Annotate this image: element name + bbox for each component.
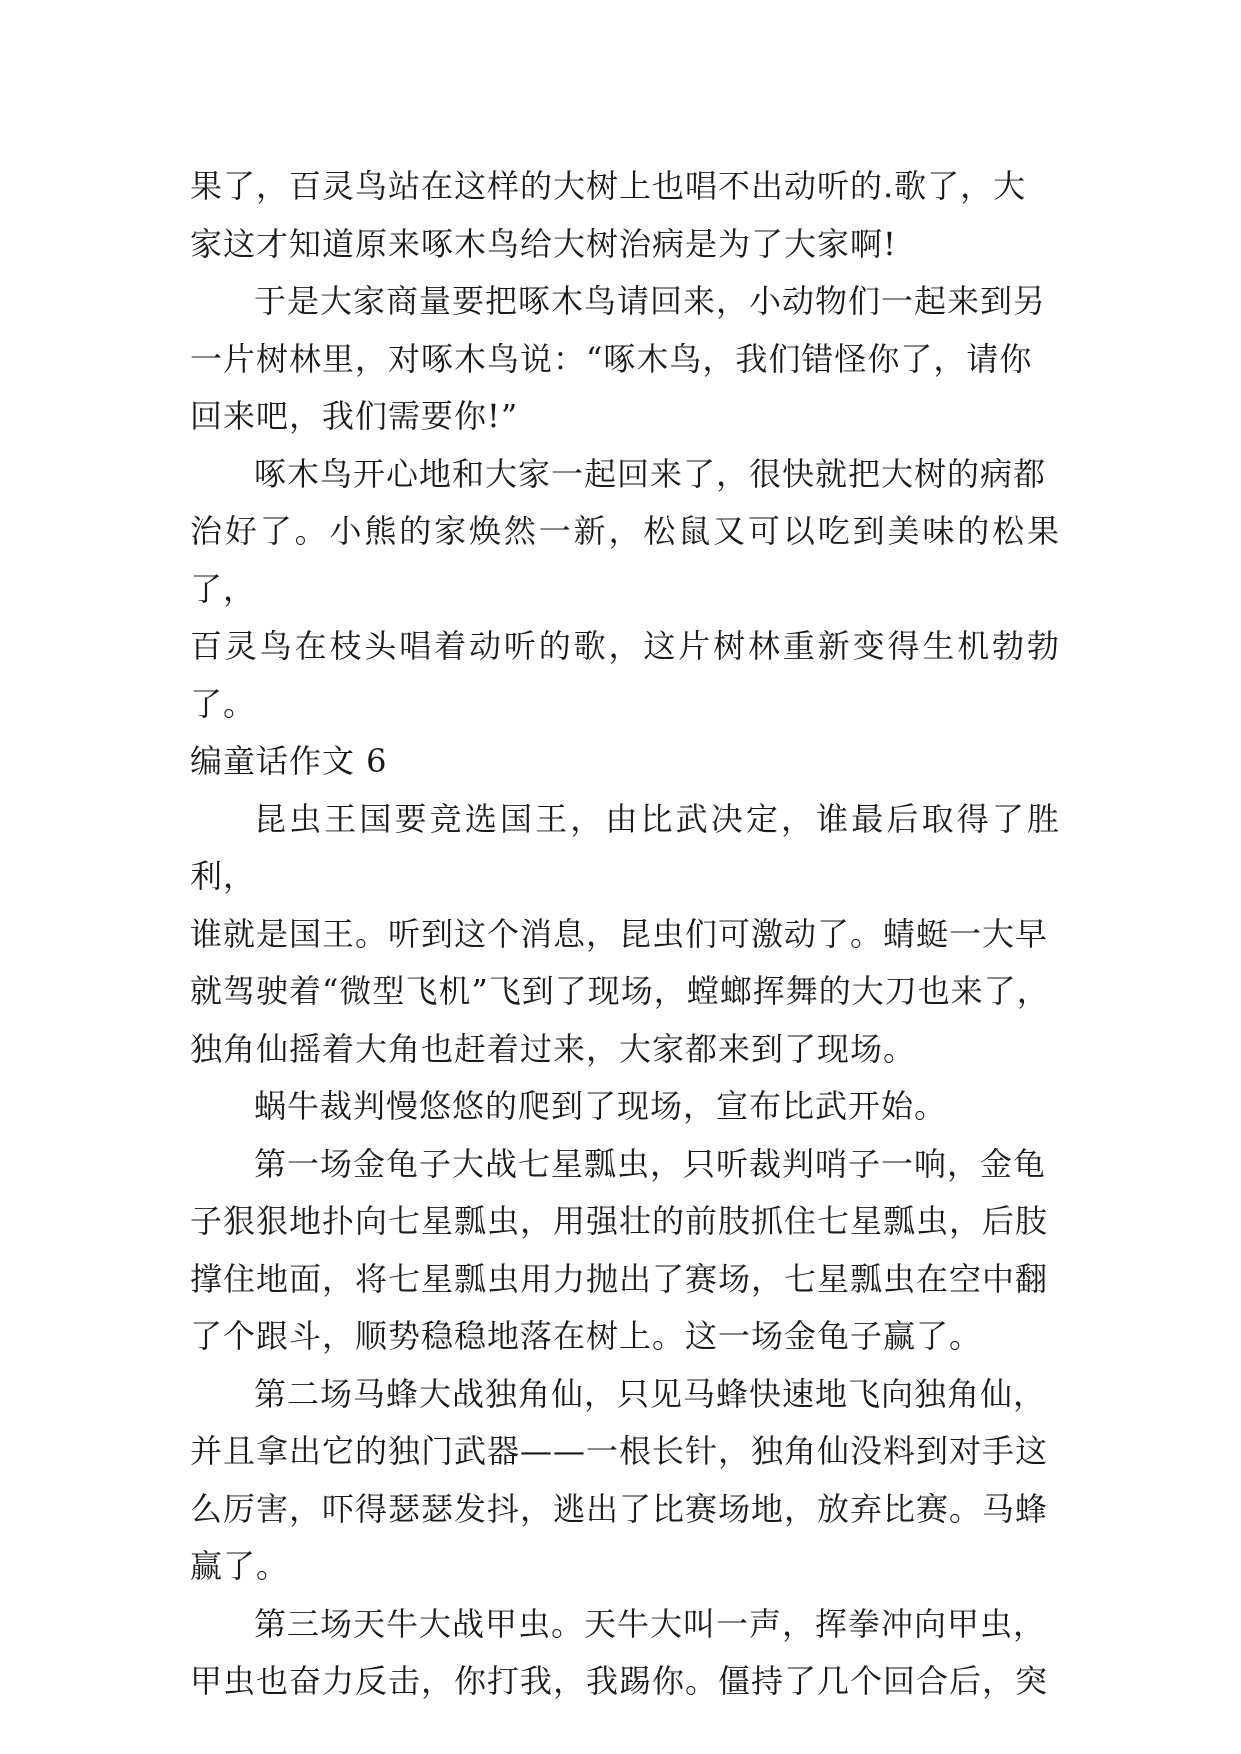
text-line: 果了，百灵鸟站在这样的大树上也唱不出动听的.歌了，大: [190, 167, 1027, 205]
text-line: 谁就是国王。听到这个消息，昆虫们可激动了。蜻蜓一大早: [190, 914, 1049, 953]
text-line: 第二场马蜂大战独角仙，只见马蜂快速地飞向独角仙，: [254, 1374, 1047, 1413]
text-line: 子狠狠地扑向七星瓢虫，用强壮的前肢抓住七星瓢虫，后肢: [190, 1202, 1049, 1240]
text-line: 独角仙摇着大角也赶着过来，大家都来到了现场。: [190, 1029, 917, 1068]
text-line: 赢了。: [190, 1547, 290, 1585]
text-line: 于是大家商量要把啄木鸟请回来，小动物们一起来到另: [254, 282, 1047, 320]
text-line: 第一场金龟子大战七星瓢虫，只听裁判哨子一响，金龟: [254, 1144, 1047, 1183]
section-heading: 编童话作文 6: [190, 742, 388, 780]
text-line: 一片树林里，对啄木鸟说：“啄木鸟，我们错怪你了，请你: [190, 339, 1033, 378]
text-line: 家这才知道原来啄木鸟给大树治病是为了大家啊!: [190, 224, 897, 263]
text-line: 了个跟斗，顺势稳稳地落在树上。这一场金龟子赢了。: [190, 1317, 983, 1355]
text-line: 昆虫王国要竞选国王，由比武决定，谁最后取得了胜利，: [190, 799, 1060, 895]
text-line: 回来吧，我们需要你!”: [190, 397, 519, 435]
text-line: 百灵鸟在枝头唱着动听的歌，这片树林重新变得生机勃勃了。: [190, 627, 1060, 723]
text-line: 并且拿出它的独门武器——一根长针，独角仙没料到对手这: [190, 1432, 1049, 1470]
text-line: 撑住地面，将七星瓢虫用力抛出了赛场，七星瓢虫在空中翻: [190, 1259, 1049, 1298]
text-line: 就驾驶着“微型飞机”飞到了现场，螳螂挥舞的大刀也来了，: [190, 972, 1050, 1010]
text-line: 么厉害，吓得瑟瑟发抖，逃出了比赛场地，放弃比赛。马蜂: [190, 1489, 1049, 1528]
text-line: 啄木鸟开心地和大家一起回来了，很快就把大树的病都: [254, 454, 1047, 493]
text-line: 蜗牛裁判慢悠悠的爬到了现场，宣布比武开始。: [254, 1087, 948, 1125]
text-line: 甲虫也奋力反击，你打我，我踢你。僵持了几个回合后，突: [190, 1662, 1049, 1700]
text-line: 第三场天牛大战甲虫。天牛大叫一声，挥拳冲向甲虫，: [254, 1604, 1047, 1643]
text-line: 治好了。小熊的家焕然一新，松鼠又可以吃到美味的松果了，: [190, 512, 1060, 608]
document-body: [190, 158, 1060, 1711]
